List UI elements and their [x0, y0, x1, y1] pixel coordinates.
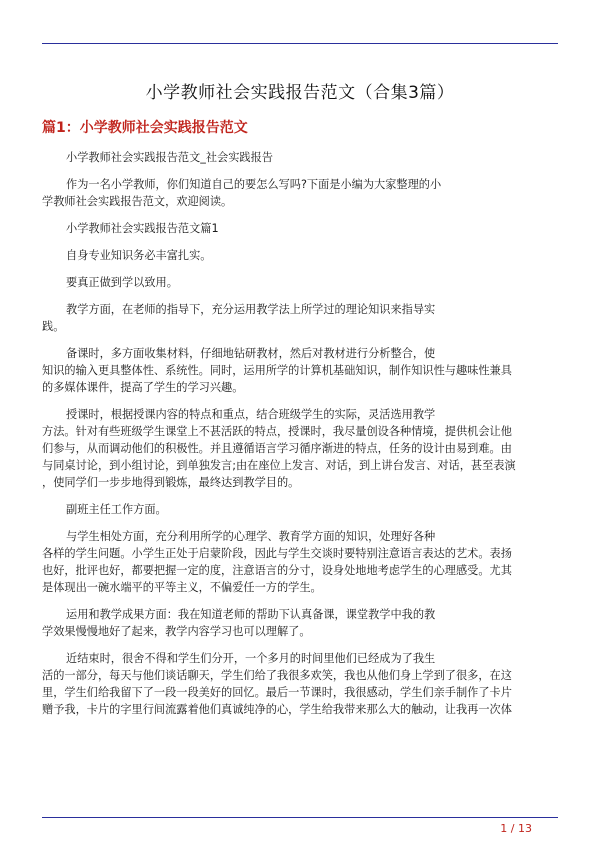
paragraph-line: 学教师社会实践报告范文，欢迎阅读。 [42, 195, 233, 208]
paragraph-line: 活的一部分，每天与他们谈话聊天，学生们给了我很多欢笑，我也从他们身上学到了很多，在这 [42, 669, 512, 682]
paragraph [42, 247, 560, 264]
paragraph-line: 与同桌讨论，到小组讨论，到单独发言;由在座位上发言、对话，到上讲台发言、对话，甚至表演 [42, 459, 516, 472]
paragraph [42, 650, 560, 718]
paragraph-line: 里，学生们给我留下了一段一段美好的回忆。最后一节课时，我很感动，学生们亲手制作了卡片 [42, 686, 512, 699]
paragraph-line: 授课时，根据授课内容的特点和重点，结合班级学生的实际，灵活选用教学 [66, 408, 436, 421]
paragraph-line: 小学教师社会实践报告范文篇1 [66, 222, 219, 235]
document-title: 小学教师社会实践报告范文（合集3篇） [145, 83, 455, 103]
paragraph-line: 也好，批评也好，都要把握一定的度，注意语言的分寸，设身处地地考虑学生的心理感受。尤其 [42, 564, 512, 577]
paragraph [42, 501, 560, 518]
paragraph-line: 副班主任工作方面。 [66, 503, 167, 516]
paragraph-line: 践。 [42, 320, 65, 333]
header-rule [42, 43, 558, 44]
paragraph-line: 近结束时，很舍不得和学生们分开，一个多月的时间里他们已经成为了我生 [66, 652, 436, 665]
paragraph [42, 345, 560, 396]
paragraph [42, 606, 560, 640]
paragraph [42, 528, 560, 596]
paragraph-line: 自身专业知识务必丰富扎实。 [66, 249, 212, 262]
section-heading: 篇1：小学教师社会实践报告范文 [42, 120, 248, 136]
paragraph-line: 与学生相处方面，充分利用所学的心理学、教育学方面的知识，处理好各种 [66, 530, 436, 543]
paragraph-line: 赠予我，卡片的字里行间流露着他们真诚纯净的心，学生给我带来那么大的触动，让我再一次体 [42, 703, 512, 716]
paragraph-line: 各样的学生问题。小学生正处于启蒙阶段，因此与学生交谈时要特别注意语言表达的艺术。表扬 [42, 547, 512, 560]
paragraph-line: 的多媒体课件，提高了学生的学习兴趣。 [42, 381, 244, 394]
paragraph-line: 教学方面，在老师的指导下，充分运用教学法上所学过的理论知识来指导实 [66, 303, 436, 316]
page-indicator: 1 / 13 [500, 822, 532, 835]
paragraph [42, 149, 560, 166]
paragraph [42, 301, 560, 335]
paragraph-line: 学效果慢慢地好了起来，教学内容学习也可以理解了。 [42, 625, 311, 638]
paragraph-line: 知识的输入更具整体性、系统性。同时，运用所学的计算机基础知识，制作知识性与趣味性兼具 [42, 364, 512, 377]
paragraph-line: 备课时，多方面收集材料，仔细地钻研教材，然后对教材进行分析整合，使 [66, 347, 436, 360]
document-body [42, 149, 560, 728]
paragraph [42, 406, 560, 491]
paragraph [42, 220, 560, 237]
footer-rule [42, 817, 558, 818]
paragraph-line: 方法。针对有些班级学生课堂上不甚活跃的特点，授课时，我尽量创设各种情境，提供机会让他 [42, 425, 512, 438]
paragraph-line: 小学教师社会实践报告范文_社会实践报告 [66, 151, 273, 164]
paragraph-line: 运用和教学成果方面：我在知道老师的帮助下认真备课，课堂教学中我的教 [66, 608, 436, 621]
paragraph-line: 要真正做到学以致用。 [66, 276, 178, 289]
paragraph [42, 176, 560, 210]
paragraph-line: ，使同学们一步步地得到锻炼，最终达到教学目的。 [42, 476, 300, 489]
paragraph-line: 是体现出一碗水端平的平等主义，不偏爱任一方的学生。 [42, 581, 322, 594]
paragraph-line: 作为一名小学教师，你们知道自己的要怎么写吗?下面是小编为大家整理的小 [66, 178, 442, 191]
paragraph-line: 们参与，从而调动他们的积极性。并且遵循语言学习循序渐进的特点，任务的设计由易到难。由 [42, 442, 512, 455]
paragraph [42, 274, 560, 291]
